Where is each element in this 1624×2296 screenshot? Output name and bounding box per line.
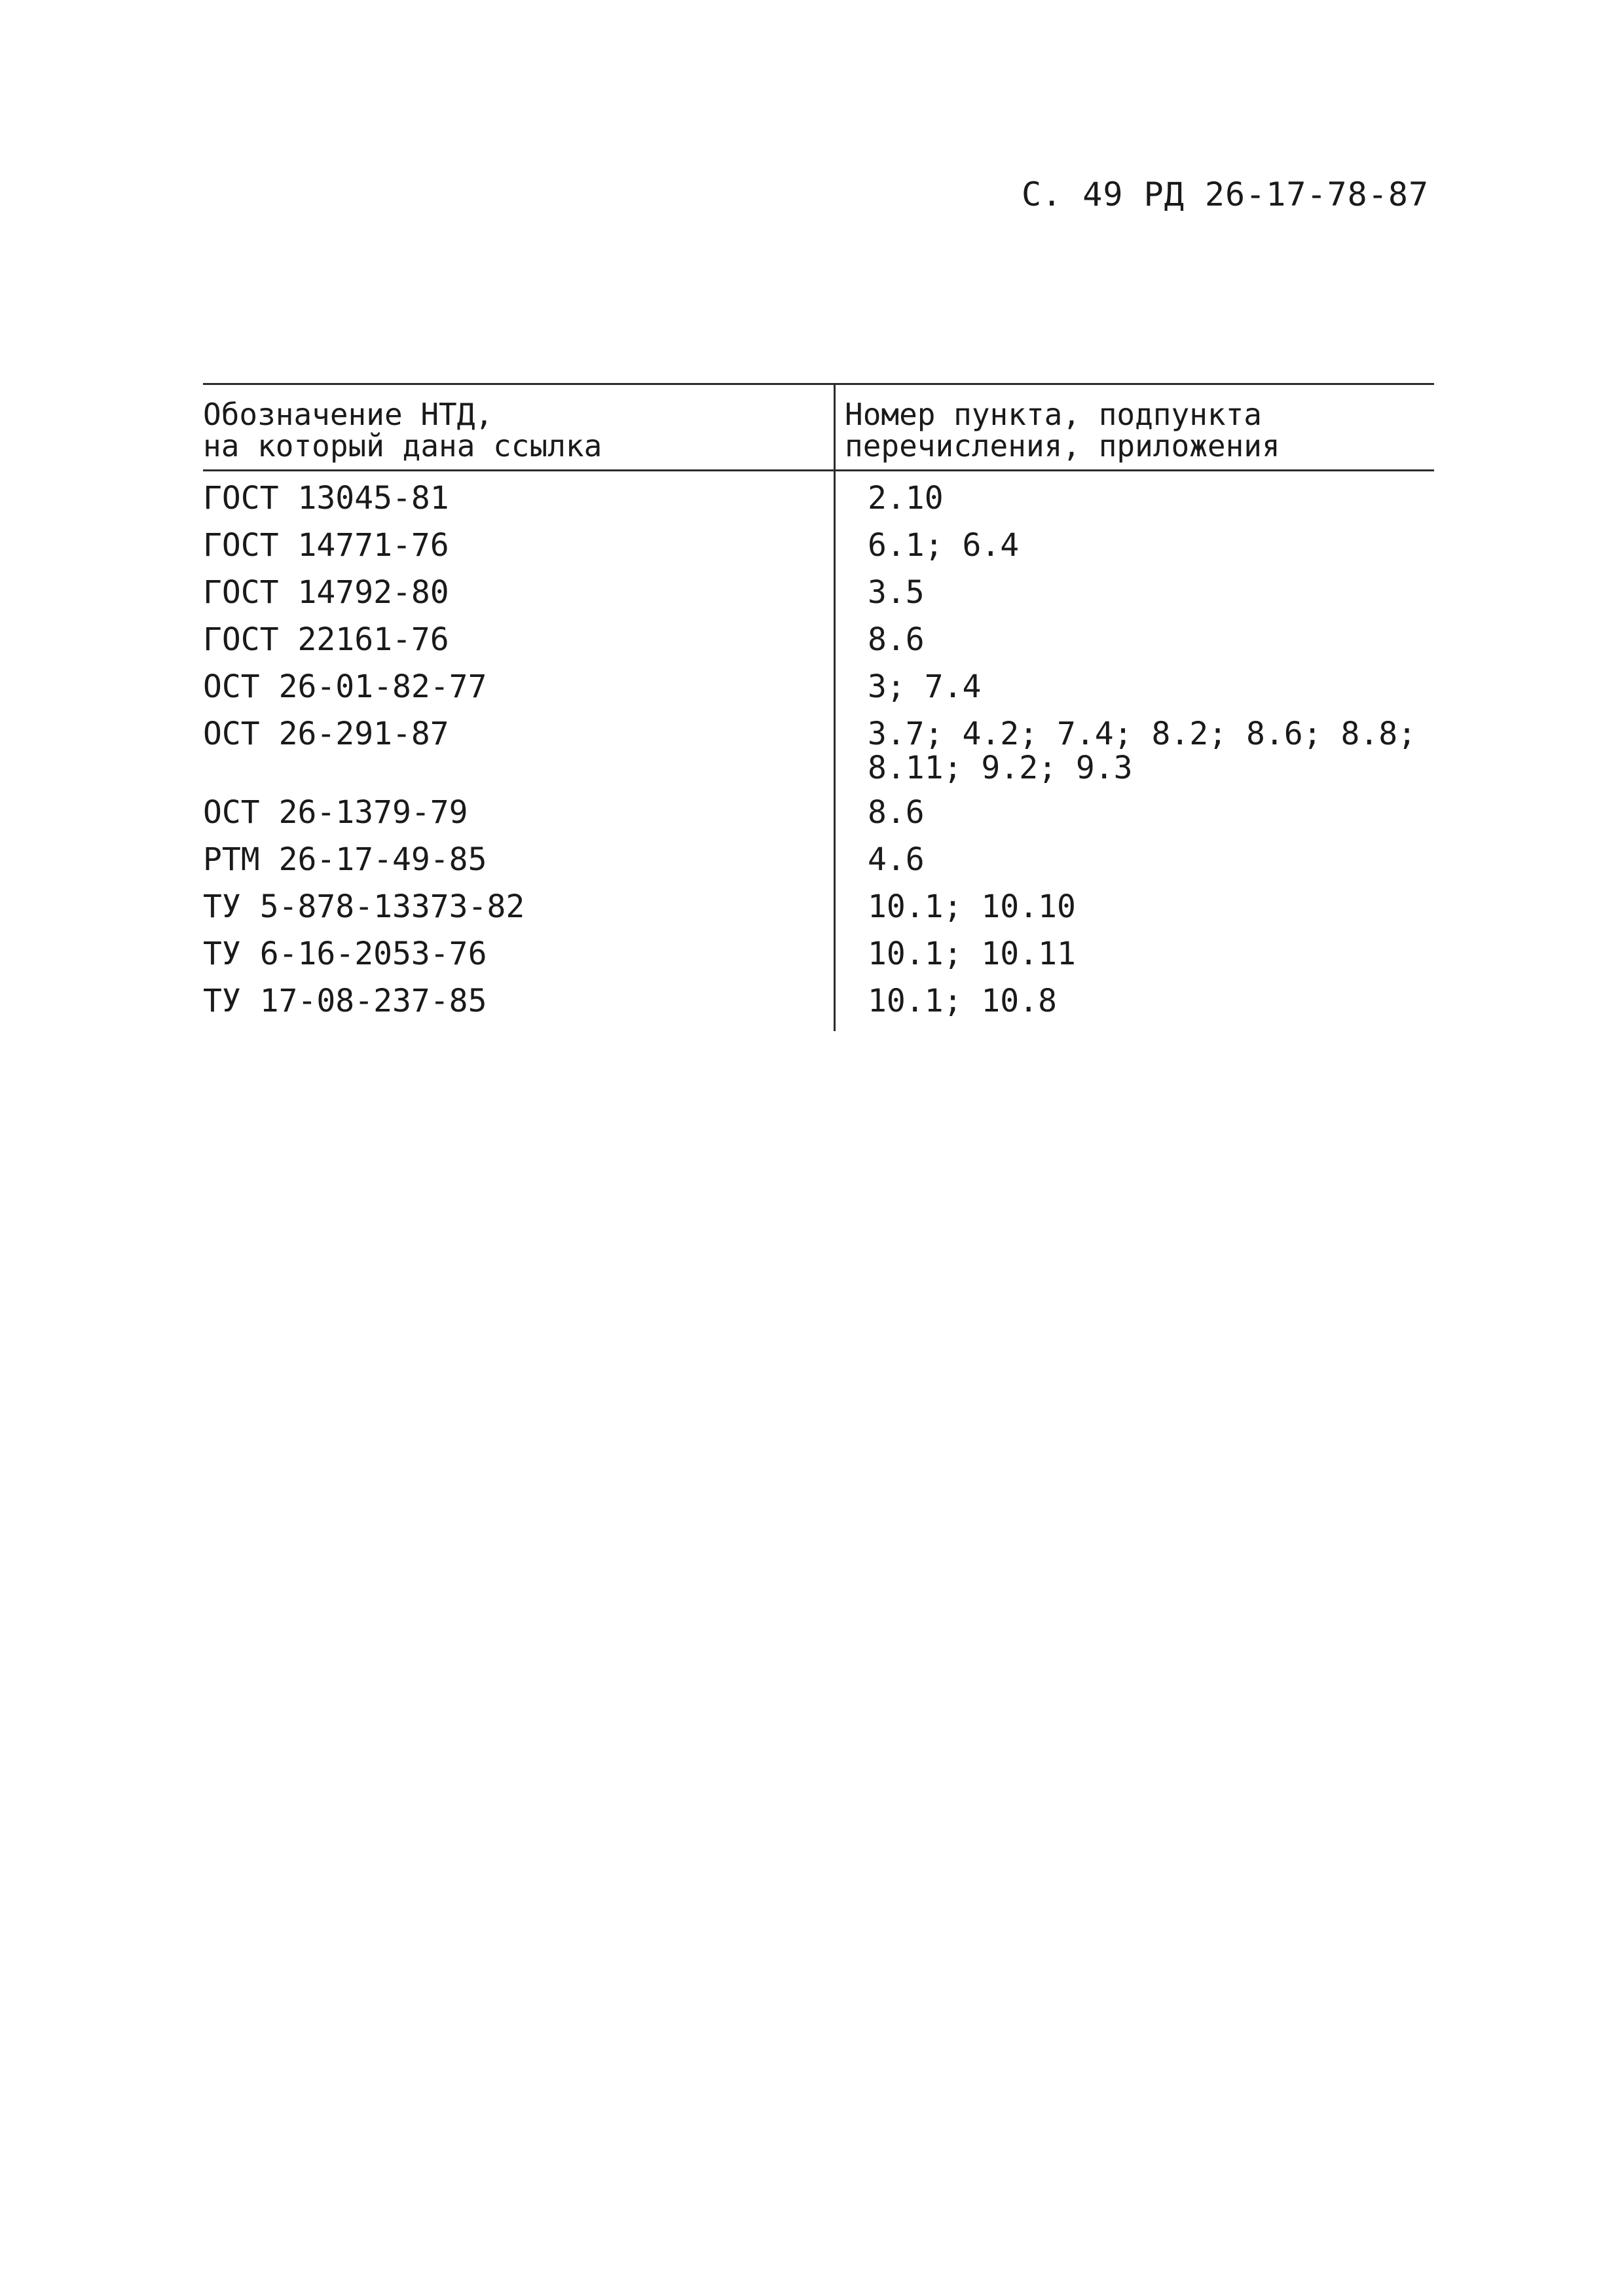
document-cell: ГОСТ 14792-80 [203,574,449,611]
column-header-clause-line2: перечисления, приложения [845,428,1280,464]
column-header-clause [845,399,1280,462]
document-cell: РТМ 26-17-49-85 [203,841,487,878]
clause-cell: 8.6 [868,794,925,831]
table-row [203,883,1434,930]
document-cell: ТУ 5-878-13373-82 [203,888,525,925]
table-row [203,616,1434,663]
column-header-clause-line1: Номер пункта, подпункта [845,397,1262,432]
table-header-rule [203,469,1434,471]
document-cell: ГОСТ 13045-81 [203,480,449,517]
page-header: С. 49 РД 26-17-78-87 [1022,175,1430,213]
table-body [203,475,1434,1025]
document-cell: ОСТ 26-291-87 [203,716,449,752]
document-cell: ОСТ 26-1379-79 [203,794,468,831]
table-row [203,789,1434,836]
table-row [203,663,1434,710]
document-cell: ГОСТ 14771-76 [203,527,449,564]
document-cell: ОСТ 26-01-82-77 [203,668,487,705]
document-cell: ТУ 17-08-237-85 [203,983,487,1019]
table-row [203,475,1434,522]
table-row [203,522,1434,569]
clause-cell: 3.7; 4.2; 7.4; 8.2; 8.6; 8.8; 8.11; 9.2; 9.3 [868,716,1417,786]
clause-cell: 10.1; 10.11 [868,936,1076,972]
table-row [203,569,1434,616]
clause-cell: 8.6 [868,621,925,658]
clause-cell: 4.6 [868,841,925,878]
table-row [203,836,1434,883]
table-row [203,710,1434,789]
reference-table [203,383,1434,1031]
table-top-rule [203,383,1434,385]
clause-cell: 10.1; 10.8 [868,983,1057,1019]
column-header-document-line1: Обозначение НТД, [203,397,494,432]
column-header-document [203,399,602,462]
clause-cell: 2.10 [868,480,944,517]
clause-cell: 6.1; 6.4 [868,527,1020,564]
column-header-document-line2: на который дана ссылка [203,428,602,464]
table-row [203,977,1434,1025]
clause-cell: 3.5 [868,574,925,611]
document-cell: ТУ 6-16-2053-76 [203,936,487,972]
table-row [203,930,1434,977]
clause-cell: 10.1; 10.10 [868,888,1076,925]
clause-cell: 3; 7.4 [868,668,982,705]
document-cell: ГОСТ 22161-76 [203,621,449,658]
